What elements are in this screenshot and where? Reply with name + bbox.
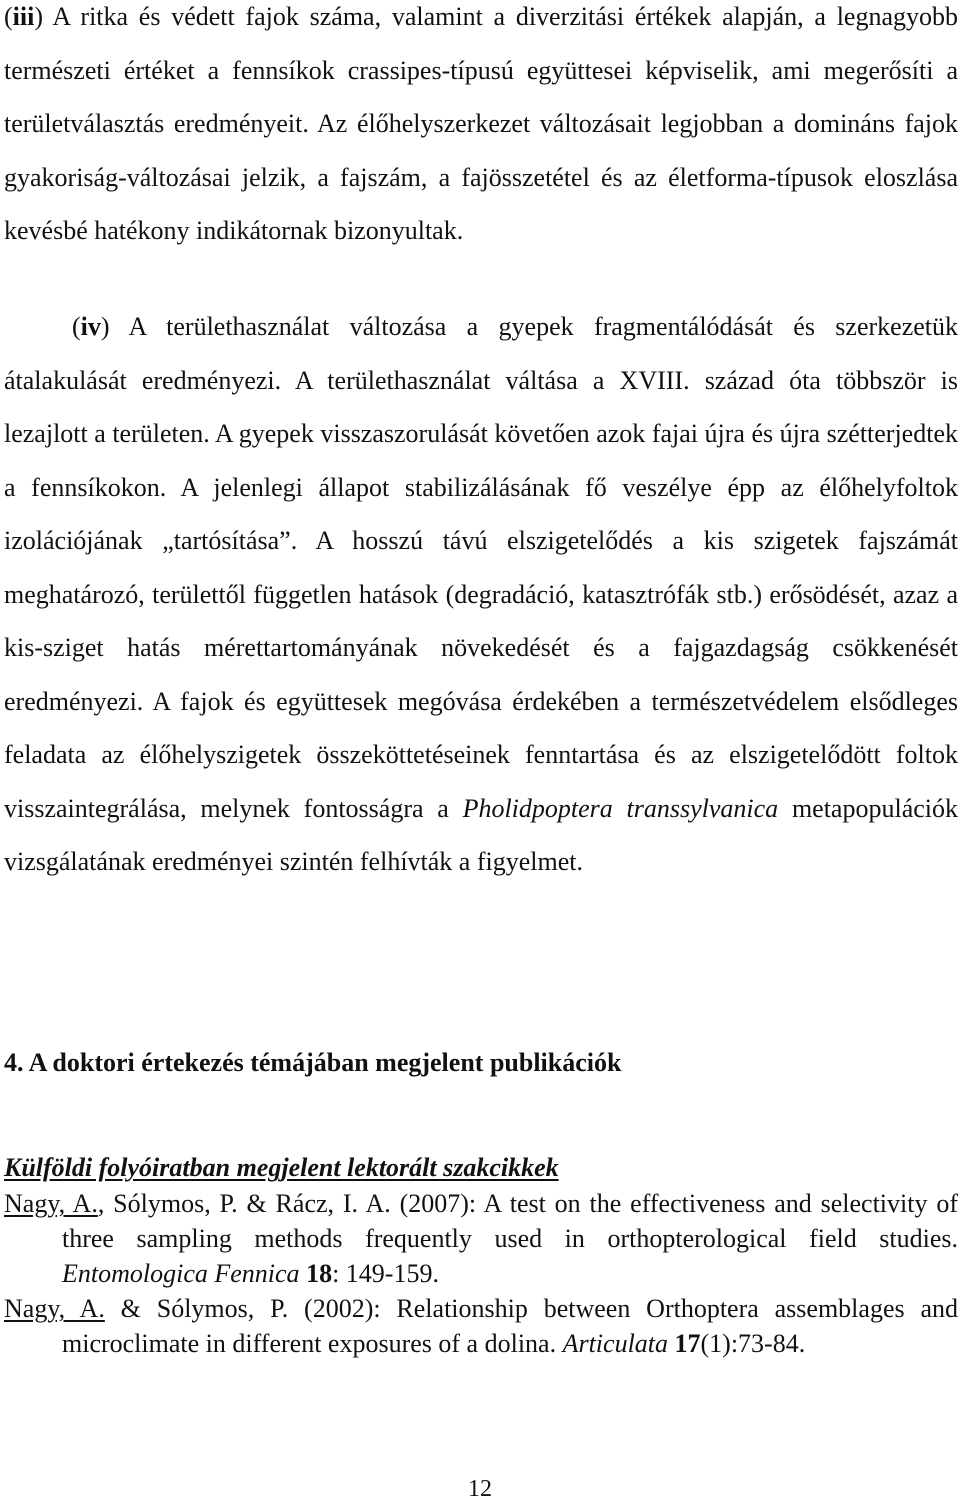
reference-item (4, 1291, 958, 1361)
paragraph-iii (4, 0, 958, 258)
paragraph-number: iv (80, 312, 101, 341)
reference-pages: (1):73-84. (700, 1329, 806, 1358)
paragraph-number: iii (12, 2, 35, 31)
reference-author: Nagy, A. (4, 1294, 105, 1323)
paragraph-number-open: ( (72, 312, 81, 341)
reference-journal: Articulata (562, 1329, 669, 1358)
paragraph-number-close: ) (34, 2, 44, 31)
paragraph-iv (4, 300, 958, 889)
reference-item (4, 1186, 958, 1291)
paragraph-number-open: ( (4, 2, 13, 31)
paragraph-text-end: metapopulációk vizsgálatának eredményei szintén felhívták a figyelmet. (4, 793, 958, 876)
paragraph-text: A ritka és védett fajok száma, valamint a diverzitási értékek alapján, a legnagyobb természeti értéket a fennsíkok crassipes-típusú együttesei képviselik, ami megerősíti a területválasztás eredményeit. Az élőhelyszerkezet változásait legjobban a domináns fajok gyakoriság-változásai jelzik, a fajszám, a fajösszetétel és az életforma-típusok eloszlása kevésbé hatékony indikátornak bizonyultak. (4, 2, 958, 245)
reference-text: & Sólymos, P. (2002): Relationship between Orthoptera assemblages and microclimate in different exposures of a dolina. (62, 1294, 958, 1358)
reference-pages: : 149-159. (332, 1259, 439, 1288)
reference-journal: Entomologica Fennica (62, 1259, 300, 1288)
species-name: Pholidpoptera transsylvanica (462, 793, 779, 823)
reference-volume: 17 (674, 1329, 701, 1358)
paragraph-number-close: ) (100, 312, 110, 341)
page-number: 12 (468, 1476, 492, 1502)
subsection-heading: Külföldi folyóiratban megjelent lektorált szakcikkek (4, 1153, 559, 1182)
reference-author: Nagy, A. (4, 1189, 98, 1218)
reference-volume: 18 (306, 1259, 333, 1288)
section-heading: 4. A doktori értekezés témájában megjelent publikációk (4, 1048, 622, 1077)
paragraph-text: A területhasználat változása a gyepek fragmentálódását és szerkezetük átalakulását eredményezi. A területhasználat váltása a XVIII. század óta többször is lezajlott a területen. A gyepek visszaszorulását követően azok fajai újra és újra szétterjedtek a fennsíkokon. A jelenlegi állapot stabilizálásának fő veszélye épp az élőhelyfoltok izolációjának „tartósítása”. A hosszú távú elszigetelődés a kis szigetek fajszámát meghatározó, területtől független hatások (degradáció, katasztrófák stb.) erősödését, azaz a kis-sziget hatás mérettartományának növekedését és a fajgazdagság csökkenését eredményezi. A fajok és együttesek megóvása érdekében a természetvédelem elsődleges feladata az élőhelyszigetek összeköttetéseinek fenntartása és az elszigetelődött foltok visszaintegrálása, melynek fontosságra a (4, 312, 958, 823)
reference-text: , Sólymos, P. & Rácz, I. A. (2007): A test on the effectiveness and selectivity of three sampling methods frequently used in orthopterological field studies. (62, 1189, 958, 1253)
